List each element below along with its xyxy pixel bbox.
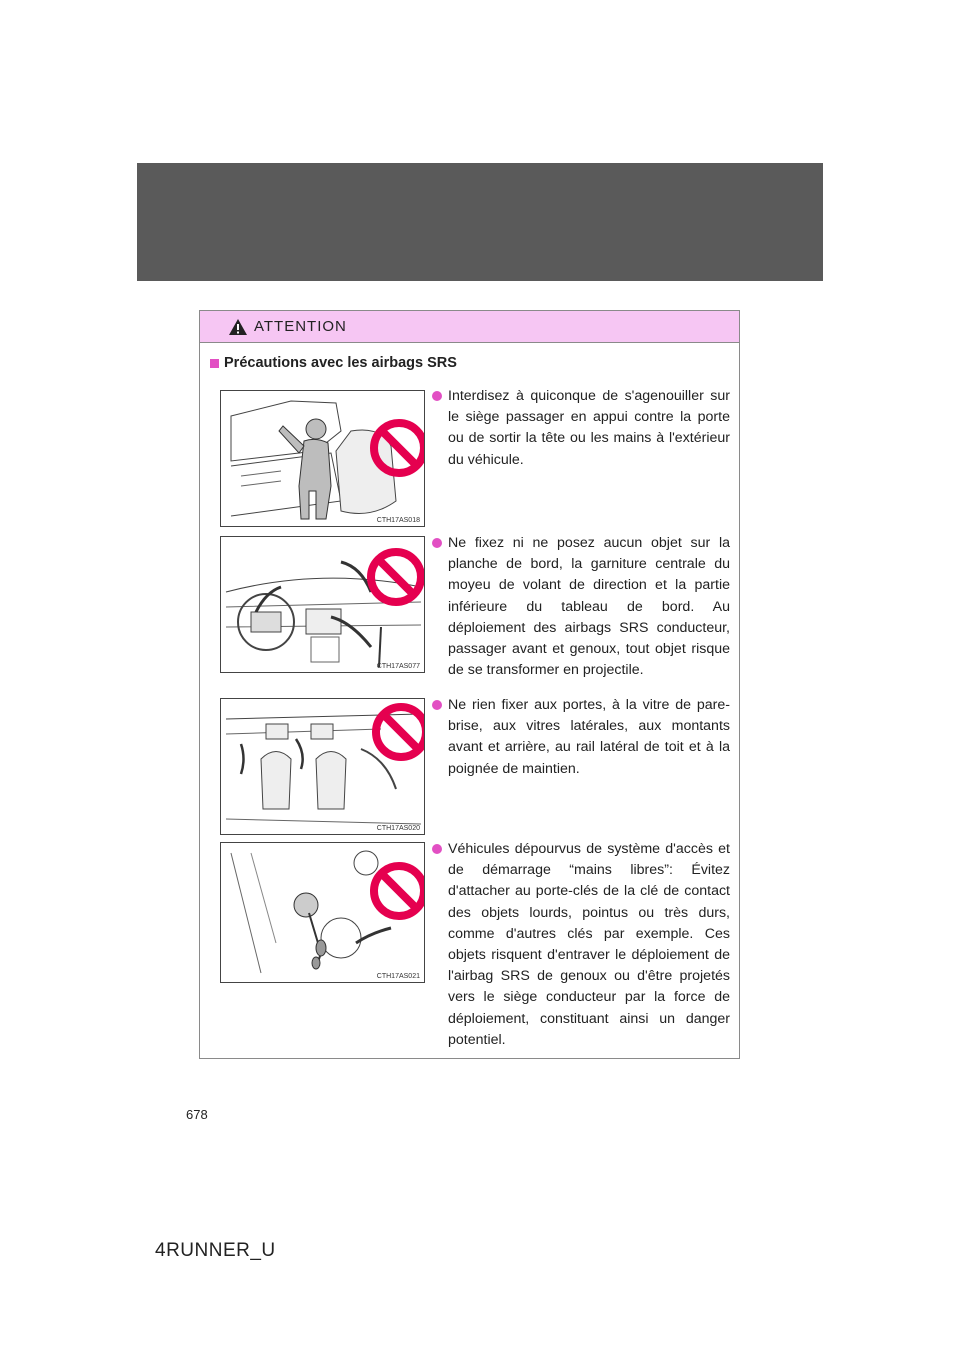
figure-interior-pillars [220, 698, 425, 835]
section-heading-text: Précautions avec les airbags SRS [224, 355, 457, 371]
figure-ignition-key [220, 842, 425, 983]
item-text-body: Véhicules dépourvus de système d'accès et de démarrage “mains libres”: Évitez d'attacher au porte-clés de la clé de contact des objets lourds, pointus ou très durs, comme d'autres clés par exemple. Ces objets risquent d'entraver le déploiement de l'airbag SRS de genoux ou d'être projetés vers le siège conducteur par la force de déploiement, constituant ainsi un danger potentiel. [448, 841, 730, 1048]
prohibition-icon [369, 861, 425, 921]
figure-code: CTH17AS018 [376, 517, 420, 524]
square-bullet-icon [210, 359, 219, 368]
round-bullet-icon [432, 844, 442, 854]
warning-triangle-icon [228, 318, 248, 336]
figure-kneeling-passenger [220, 390, 425, 527]
attention-header [200, 311, 739, 343]
attention-box [199, 310, 740, 1059]
figure-dashboard-objects [220, 536, 425, 673]
round-bullet-icon [432, 700, 442, 710]
figure-code: CTH17AS020 [376, 825, 420, 832]
figure-code: CTH17AS077 [376, 663, 420, 670]
round-bullet-icon [432, 391, 442, 401]
prohibition-icon [366, 547, 425, 607]
item-text [432, 533, 730, 681]
figure-code: CTH17AS021 [376, 973, 420, 980]
section-heading [210, 355, 457, 371]
top-banner [137, 163, 823, 281]
prohibition-icon [369, 418, 425, 478]
item-text-body: Interdisez à quiconque de s'agenouiller sur le siège passager en appui contre la porte ou de sortir la tête ou les mains à l'extérieur du véhicule. [448, 388, 730, 468]
item-text [432, 386, 730, 471]
round-bullet-icon [432, 538, 442, 548]
attention-title: ATTENTION [254, 318, 347, 335]
item-text [432, 839, 730, 1051]
footer-model-code: 4RUNNER_U [155, 1240, 276, 1261]
prohibition-icon [371, 702, 425, 762]
item-text-body: Ne fixez ni ne posez aucun objet sur la planche de bord, la garniture centrale du moyeu de volant de direction et la partie inférieure du tableau de bord. Au déploiement des airbags SRS conducteur, passager avant et genoux, tout objet risque de se transformer en projectile. [448, 535, 730, 679]
item-text-body: Ne rien fixer aux portes, à la vitre de pare-brise, aux vitres latérales, aux montants avant et arrière, au rail latéral de toit et à la poignée de maintien. [448, 697, 730, 777]
page-number: 678 [186, 1107, 208, 1122]
item-text [432, 695, 730, 780]
